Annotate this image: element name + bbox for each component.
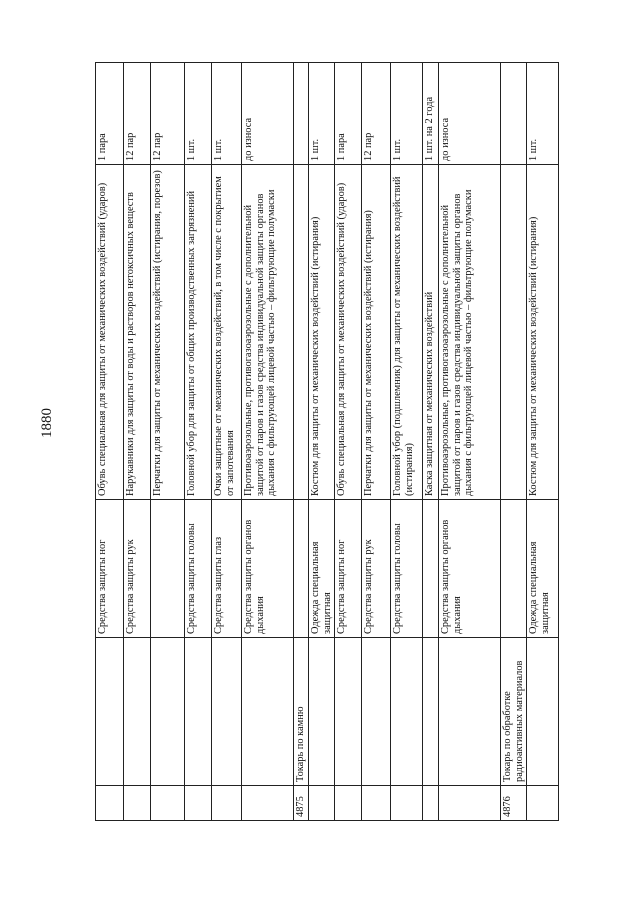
- qty-cell: до износа: [242, 63, 294, 165]
- qty-cell: 1 шт.: [391, 63, 423, 165]
- item-cell: Каска защитная от механических воздействий: [423, 165, 439, 500]
- profession-cell: [242, 638, 294, 786]
- code-cell: [527, 786, 559, 821]
- table-row: [124, 63, 151, 821]
- table-row: [309, 63, 335, 821]
- qty-cell: 1 пара: [335, 63, 362, 165]
- item-cell: Перчатки для защиты от механических воздействий (истирания): [362, 165, 391, 500]
- category-cell: Средства защиты головы: [391, 500, 423, 638]
- qty-cell: 1 шт. на 2 года: [423, 63, 439, 165]
- qty-cell: 1 шт.: [212, 63, 242, 165]
- table-row: [439, 63, 501, 821]
- qty-cell: 1 шт.: [185, 63, 212, 165]
- profession-cell: [212, 638, 242, 786]
- table-row: [96, 63, 124, 821]
- item-cell: Перчатки для защиты от механических воздействий (истирания, порезов): [151, 165, 185, 500]
- code-cell: [242, 786, 294, 821]
- item-cell: Нарукавники для защиты от воды и растворов нетоксичных веществ: [124, 165, 151, 500]
- table-row: [151, 63, 185, 821]
- category-cell: Средства защиты органов дыхания: [439, 500, 501, 638]
- table-row: [527, 63, 559, 821]
- category-cell: [501, 500, 527, 638]
- code-cell: [309, 786, 335, 821]
- ppe-table-frame: [95, 63, 554, 821]
- profession-cell: [362, 638, 391, 786]
- code-cell: [391, 786, 423, 821]
- code-cell: [185, 786, 212, 821]
- qty-cell: до износа: [439, 63, 501, 165]
- qty-cell: 1 пара: [96, 63, 124, 165]
- qty-cell: [294, 63, 309, 165]
- item-cell: Головной убор для защиты от общих производственных загрязнений: [185, 165, 212, 500]
- item-cell: Костюм для защиты от механических воздействий (истирания): [309, 165, 335, 500]
- item-cell: Противоаэрозольные, противогазоаэрозольные с дополнительной защитой от паров и газов средства индивидуальной защиты органов дыхания с фильтрующей лицевой частью – фильтрующие полумаски: [242, 165, 294, 500]
- category-cell: Средства защиты органов дыхания: [242, 500, 294, 638]
- category-cell: Средства защиты головы: [185, 500, 212, 638]
- code-cell: [151, 786, 185, 821]
- item-cell: Костюм для защиты от механических воздействий (истирания): [527, 165, 559, 500]
- code-cell: [423, 786, 439, 821]
- ppe-norms-table: [95, 62, 559, 821]
- category-cell: Средства защиты ног: [96, 500, 124, 638]
- category-cell: [151, 500, 185, 638]
- item-cell: Обувь специальная для защиты от механических воздействий (ударов): [96, 165, 124, 500]
- profession-cell: [391, 638, 423, 786]
- table-row: [423, 63, 439, 821]
- qty-cell: 12 пар: [362, 63, 391, 165]
- qty-cell: [501, 63, 527, 165]
- code-cell: [362, 786, 391, 821]
- profession-cell: [335, 638, 362, 786]
- category-cell: [294, 500, 309, 638]
- table-row: [335, 63, 362, 821]
- category-cell: [423, 500, 439, 638]
- profession-cell: [124, 638, 151, 786]
- category-cell: Средства защиты ног: [335, 500, 362, 638]
- profession-cell: [439, 638, 501, 786]
- item-cell: Очки защитные от механических воздействий, в том числе с покрытием от запотевания: [212, 165, 242, 500]
- profession-cell: [151, 638, 185, 786]
- profession-cell: [423, 638, 439, 786]
- qty-cell: 12 пар: [124, 63, 151, 165]
- profession-cell: Токарь по обработке радиоактивных материалов: [501, 638, 527, 786]
- code-cell: 4875: [294, 786, 309, 821]
- item-cell: Обувь специальная для защиты от механических воздействий (ударов): [335, 165, 362, 500]
- profession-cell: [309, 638, 335, 786]
- table-row: [391, 63, 423, 821]
- qty-cell: 1 шт.: [527, 63, 559, 165]
- code-cell: [124, 786, 151, 821]
- table-row: [362, 63, 391, 821]
- category-cell: Одежда специальная защитная: [309, 500, 335, 638]
- table-row: [212, 63, 242, 821]
- table-row: [185, 63, 212, 821]
- code-cell: 4876: [501, 786, 527, 821]
- page-number: 1880: [39, 408, 55, 438]
- profession-cell: Токарь по камню: [294, 638, 309, 786]
- profession-cell: [96, 638, 124, 786]
- profession-cell: [527, 638, 559, 786]
- table-row: [501, 63, 527, 821]
- code-cell: [96, 786, 124, 821]
- profession-cell: [185, 638, 212, 786]
- item-cell: Противоаэрозольные, противогазоаэрозольные с дополнительной защитой от паров и газов средства индивидуальной защиты органов дыхания с фильтрующей лицевой частью – фильтрующие полумаски: [439, 165, 501, 500]
- item-cell: Головной убор (подшлемник) для защиты от механических воздействий (истирания): [391, 165, 423, 500]
- qty-cell: 12 пар: [151, 63, 185, 165]
- item-cell: [501, 165, 527, 500]
- code-cell: [212, 786, 242, 821]
- code-cell: [335, 786, 362, 821]
- category-cell: Одежда специальная защитная: [527, 500, 559, 638]
- qty-cell: 1 шт.: [309, 63, 335, 165]
- code-cell: [439, 786, 501, 821]
- item-cell: [294, 165, 309, 500]
- table-row: [242, 63, 294, 821]
- category-cell: Средства защиты рук: [362, 500, 391, 638]
- category-cell: Средства защиты глаз: [212, 500, 242, 638]
- table-row: [294, 63, 309, 821]
- category-cell: Средства защиты рук: [124, 500, 151, 638]
